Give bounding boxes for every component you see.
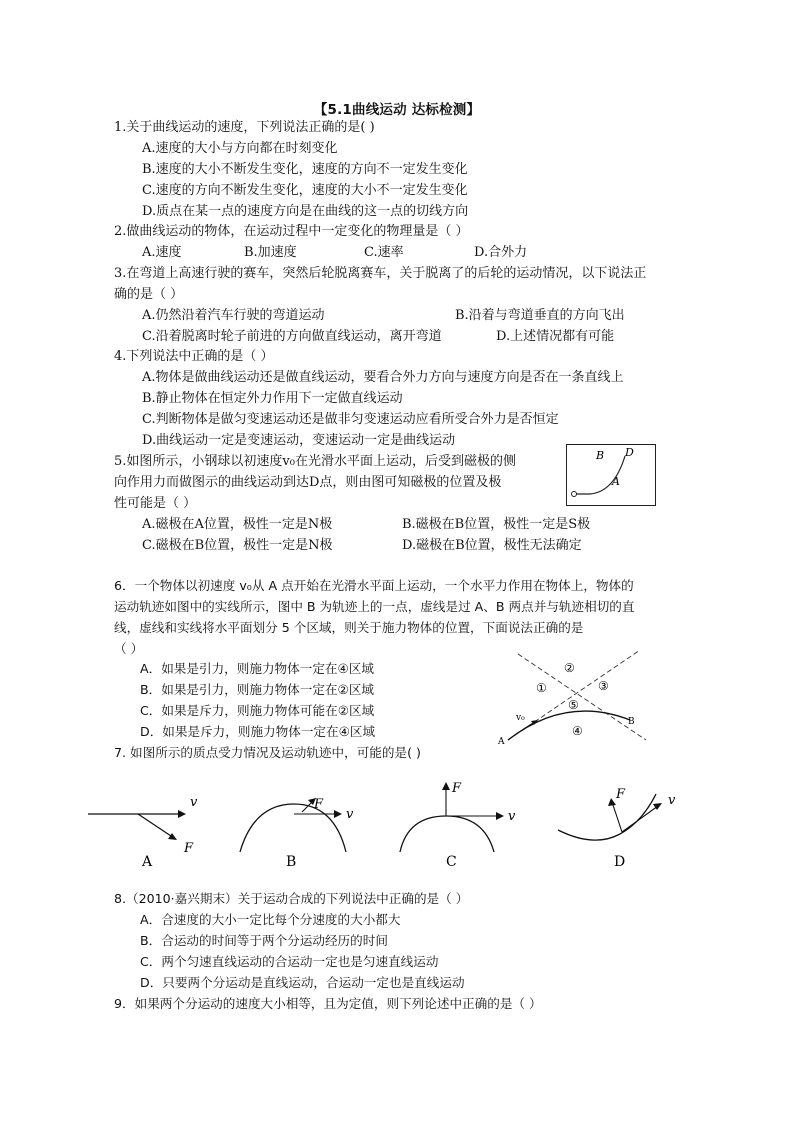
question-2-option-a: A.速度 — [142, 245, 182, 260]
trajectory-curve — [508, 711, 630, 740]
worksheet-title: 【5.1曲线运动 达标检测】 — [313, 102, 481, 118]
question-1-option-b: B.速度的大小不断发生变化，速度的方向不一定发生变化 — [142, 162, 468, 177]
point-label-b: B — [628, 717, 635, 727]
question-6-stem-line4: （ ） — [114, 641, 144, 656]
option-label-d: D — [614, 854, 626, 870]
force-arrowhead — [442, 782, 450, 790]
question-5-option-c: C.磁极在B位置，极性一定是N极 — [142, 538, 333, 553]
figure-frame — [567, 445, 656, 506]
force-arrowhead — [608, 798, 616, 806]
velocity-arrow — [622, 806, 658, 832]
question-8-option-c: C．两个匀速直线运动的合运动一定也是匀速直线运动 — [140, 954, 439, 969]
question-7-stem: 7. 如图所示的质点受力情况及运动轨迹中，可能的是( ) — [114, 745, 421, 760]
force-label: F — [616, 787, 626, 802]
question-5-option-b: B.磁极在B位置，极性一定是S极 — [402, 517, 591, 532]
force-label: F — [314, 797, 324, 812]
question-3-option-c: C.沿着脱离时轮子前进的方向做直线运动，离开弯道 — [142, 329, 442, 344]
force-arrow — [612, 802, 622, 832]
velocity-label: v — [668, 793, 676, 808]
question-8-option-a: A．合速度的大小一定比每个分速度的大小都大 — [140, 912, 401, 927]
option-label-c: C — [446, 854, 457, 870]
region-label-2: ② — [564, 661, 575, 675]
velocity-arrowhead — [178, 810, 186, 818]
question-1-option-d: D.质点在某一点的速度方向是在曲线的这一点的切线方向 — [142, 204, 469, 219]
question-2-option-c: C.速率 — [364, 245, 404, 260]
option-label-b: B — [286, 854, 297, 870]
question-1-option-c: C.速度的方向不断发生变化，速度的大小不一定发生变化 — [142, 183, 468, 198]
option-label-a: A — [142, 854, 153, 870]
question-3-stem-line1: 3.在弯道上高速行驶的赛车，突然后轮脱离赛车，关于脱离了的后轮的运动情况，以下说法正 — [114, 266, 647, 281]
figure-label-b: B — [596, 449, 605, 462]
force-arrow — [138, 814, 174, 838]
question-6-option-a: A．如果是引力，则施力物体一定在④区域 — [140, 661, 374, 676]
velocity-label: v — [346, 807, 354, 822]
question-7-figure-a — [86, 790, 216, 870]
force-arrowhead — [168, 833, 177, 840]
question-5-stem-line3: 性可能是（ ） — [114, 496, 197, 511]
question-5-stem-line2: 向作用力而做图示的曲线运动到达D点，则由图可知磁极的位置及极 — [114, 475, 502, 490]
question-2-option-d: D.合外力 — [474, 245, 528, 260]
trajectory-arc — [400, 816, 494, 852]
question-2-stem: 2.做曲线运动的物体，在运动过程中一定变化的物理量是（ ） — [114, 224, 469, 239]
force-label: F — [452, 781, 462, 796]
question-5-figure — [566, 444, 656, 506]
question-5-option-a: A.磁极在A位置，极性一定是N极 — [142, 517, 333, 532]
question-6-option-d: D．如果是斥力，则施力物体一定在④区域 — [140, 724, 376, 739]
question-6-option-b: B．如果是引力，则施力物体一定在②区域 — [140, 682, 375, 697]
region-label-4: ④ — [572, 724, 583, 738]
question-6-stem-line3: 线，虚线和实线将水平面划分 5 个区域，则关于施力物体的位置，下面说法正确的是 — [114, 620, 584, 635]
velocity-label: v — [190, 795, 198, 810]
question-5-stem-line1: 5.如图所示，小钢球以初速度v₀在光滑水平面上运动，后受到磁极的侧 — [114, 454, 516, 469]
question-3-option-a: A.仍然沿着汽车行驶的弯道运动 — [142, 308, 325, 323]
region-label-1: ① — [536, 681, 547, 695]
question-4-option-a: A.物体是做曲线运动还是做直线运动，要看合外力方向与速度方向是否在一条直线上 — [142, 370, 624, 385]
velocity-arrowhead — [334, 810, 342, 818]
trajectory-arc — [558, 794, 656, 840]
question-8-option-d: D．只要两个分运动是直线运动，合运动一定也是直线运动 — [140, 975, 465, 990]
velocity-label: v₀ — [516, 713, 525, 723]
region-label-3: ③ — [598, 679, 609, 693]
trajectory-arc — [240, 804, 346, 852]
question-7-figure-d — [550, 776, 690, 872]
steel-ball — [572, 492, 577, 497]
question-7-figure-b — [236, 790, 366, 870]
question-9-stem: 9．如果两个分运动的速度大小相等，且为定值，则下列论述中正确的是（ ） — [114, 996, 542, 1011]
point-label-a: A — [498, 737, 505, 747]
question-6-option-c: C．如果是斥力，则施力物体可能在②区域 — [140, 703, 375, 718]
velocity-arrowhead — [496, 812, 504, 820]
question-4-option-c: C.判断物体是做匀变速运动还是做非匀变速运动应看所受合外力是否恒定 — [142, 412, 559, 427]
question-6-stem-line1: 6．一个物体以初速度 v₀从 A 点开始在光滑水平面上运动，一个水平力作用在物体上，物体的 — [114, 578, 634, 593]
question-4-stem: 4.下列说法中正确的是（ ） — [114, 349, 274, 364]
question-6-stem-line2: 运动轨迹如图中的实线所示，图中 B 为轨迹上的一点，虚线是过 A、B 两点并与轨迹相切的直 — [114, 599, 635, 614]
question-4-option-d: D.曲线运动一定是变速运动，变速运动一定是曲线运动 — [142, 433, 456, 448]
force-label: F — [184, 841, 194, 856]
question-4-option-b: B.静止物体在恒定外力作用下一定做直线运动 — [142, 391, 403, 406]
question-1-option-a: A.速度的大小与方向都在时刻变化 — [142, 141, 338, 156]
question-6-figure — [498, 650, 658, 750]
figure-label-d: D — [625, 446, 634, 459]
question-5-option-d: D.磁极在B位置，极性无法确定 — [402, 538, 582, 553]
region-label-5: ⑤ — [568, 698, 579, 712]
question-2-option-b: B.加速度 — [244, 245, 297, 260]
question-1-stem: 1.关于曲线运动的速度，下列说法正确的是( ) — [114, 120, 375, 135]
question-3-stem-line2: 确的是（ ） — [114, 287, 184, 302]
question-8-option-b: B．合运动的时间等于两个分运动经历的时间 — [140, 933, 388, 948]
question-7-figure-c — [396, 776, 526, 872]
question-8-stem: 8.（2010·嘉兴期末）关于运动合成的下列说法中正确的是（ ） — [114, 891, 469, 906]
question-3-option-d: D.上述情况都有可能 — [496, 329, 615, 344]
velocity-label: v — [508, 809, 516, 824]
figure-label-a: A — [612, 475, 620, 488]
question-3-option-b: B.沿着与弯道垂直的方向飞出 — [455, 308, 625, 323]
